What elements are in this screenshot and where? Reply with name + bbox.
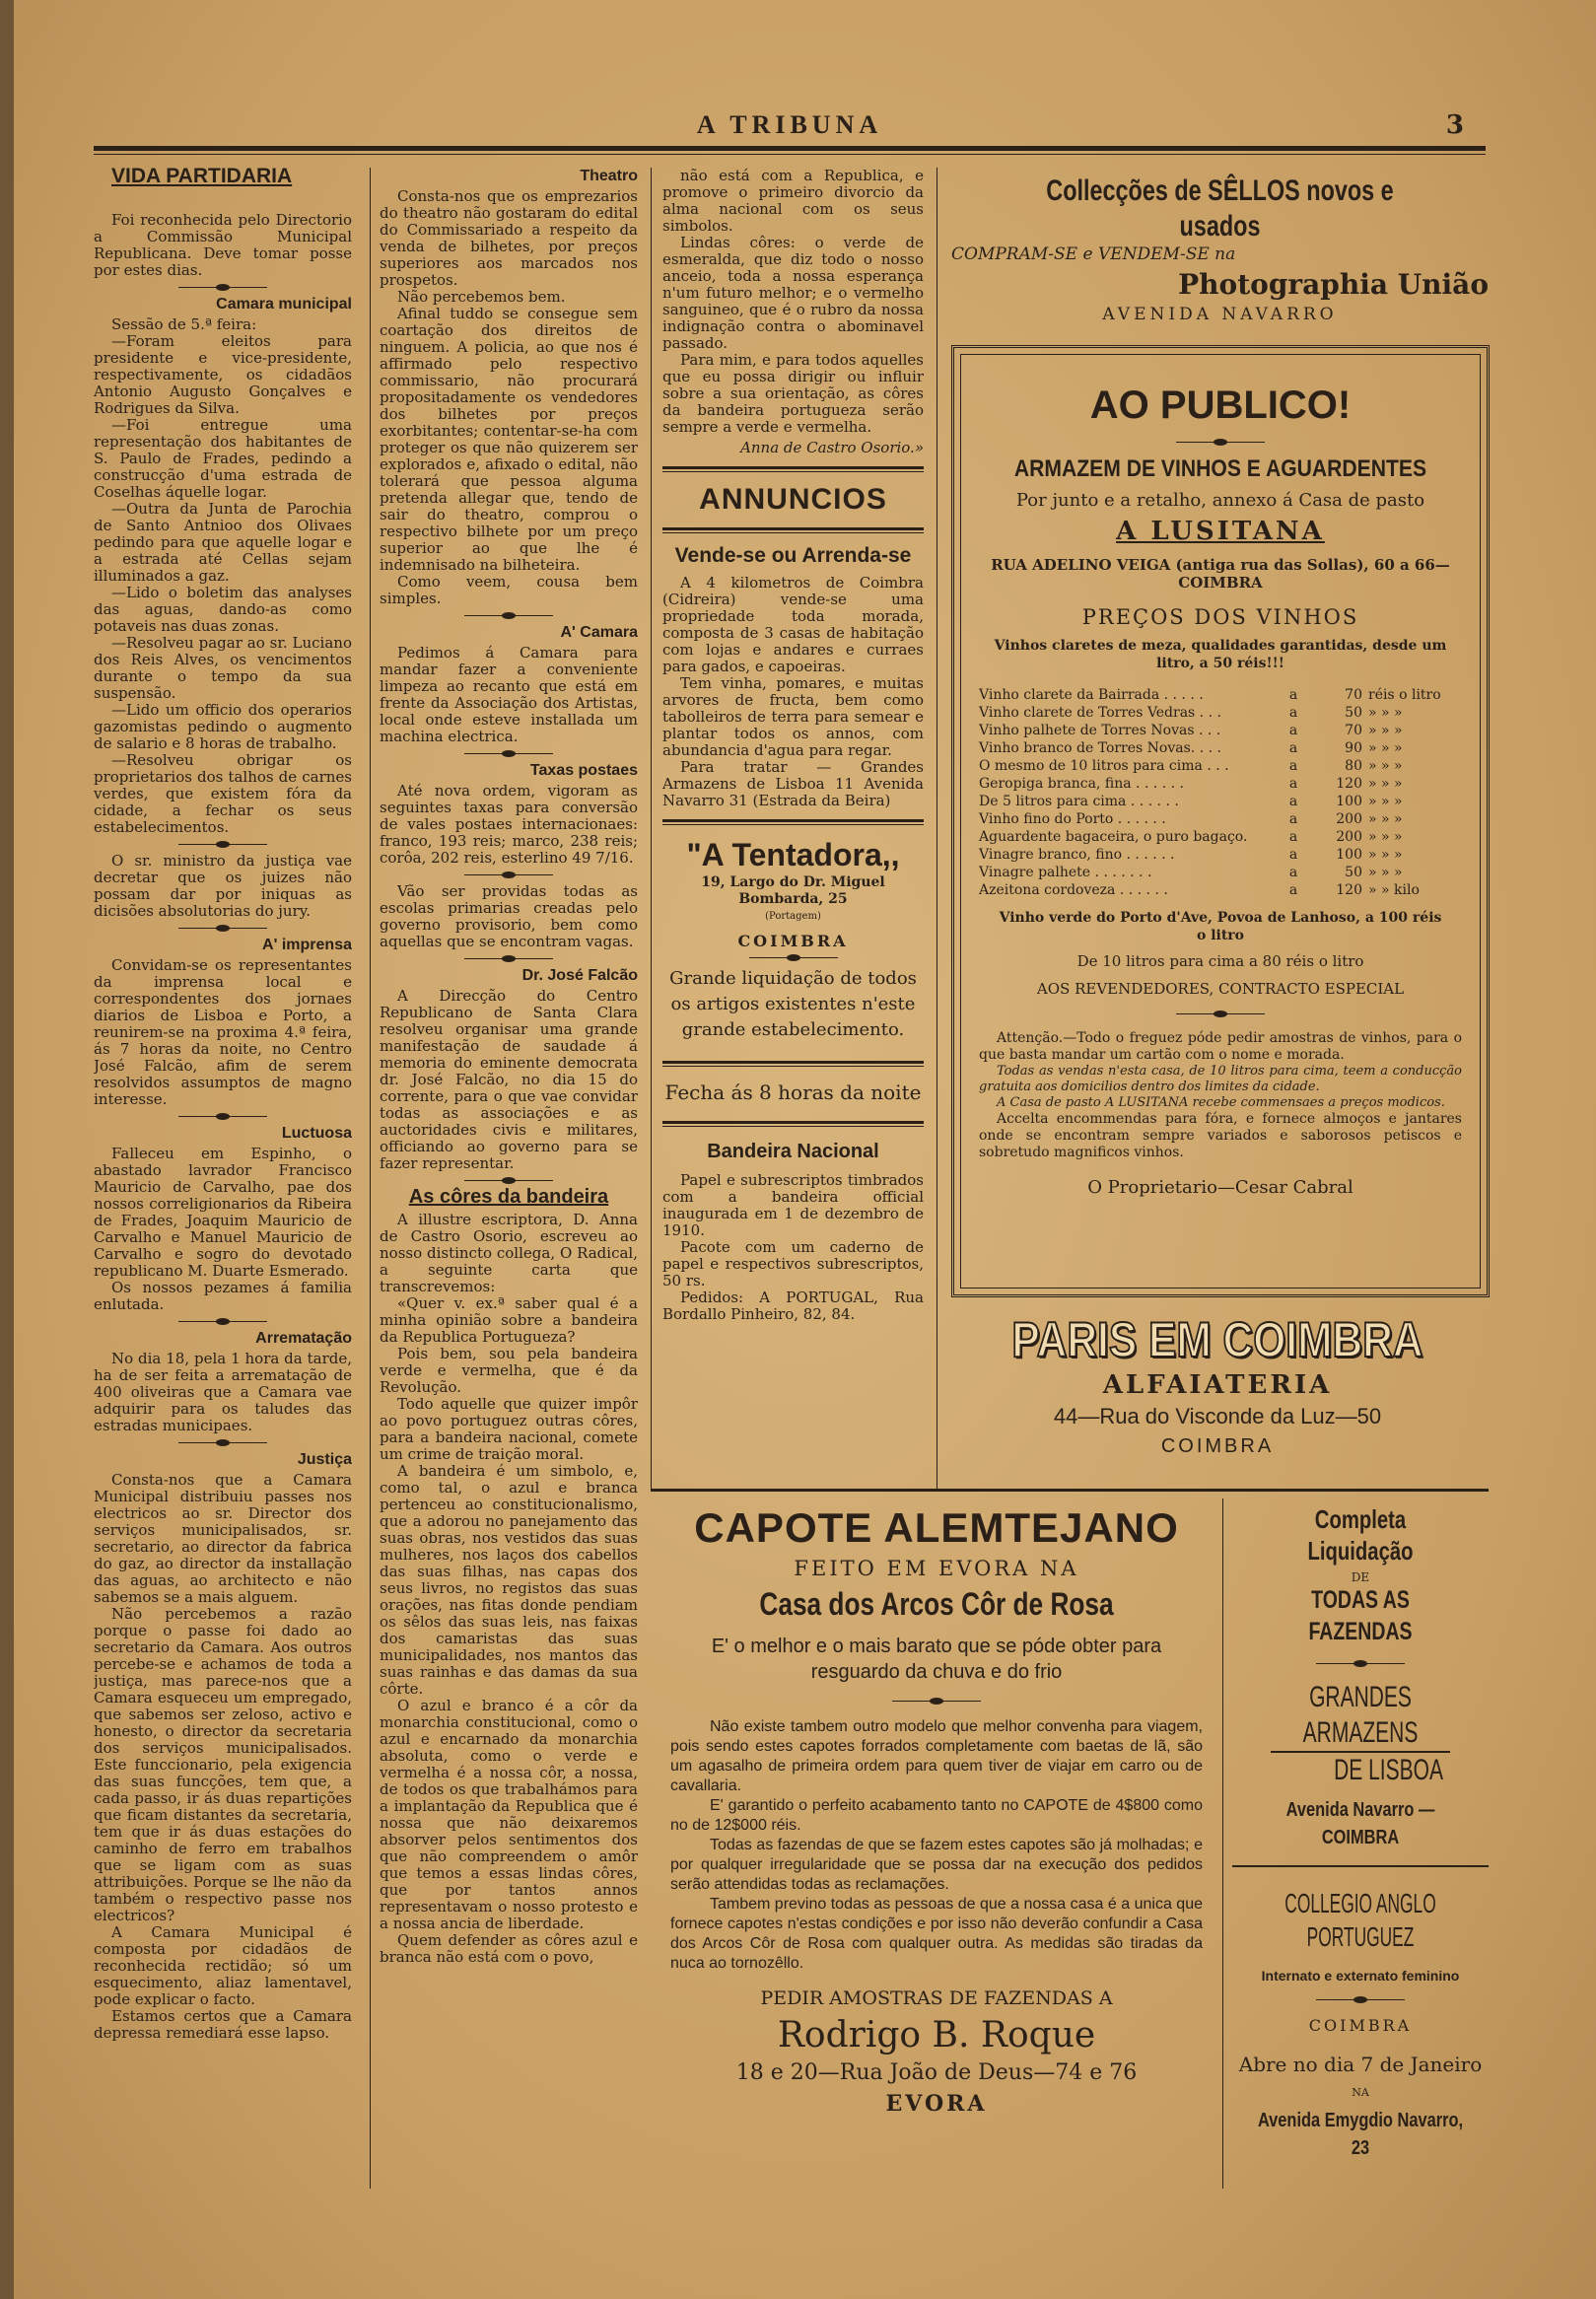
ad-capote-line4: E' o melhor e o mais barato que se póde obter para resguardo da chuva e do frio bbox=[711, 1636, 1162, 1683]
wine-unit: » » » bbox=[1368, 794, 1403, 809]
article-text: Afinal tuddo se consegue sem coartação dos direitos de ninguem. A policia, ao que nos é affirmado pelo respectivo commissario, não procurará propositadamente os vendedores dos bilhetes por preços exorbitantes; contentar-se-ha com proteger os que não quizerem ser explorados e, afixado o edital, não tolerará que pessoa alguma pretenda allegar que, tendo de sair do theatro, comprou o respectivo bilhete por um preço superior ao que lhe é indemnisado na bilheteira. bbox=[380, 305, 638, 574]
wine-a: a bbox=[1288, 847, 1298, 863]
ad-capote-p1: Não existe tambem outro modelo que melhor convenha para viagem, pois sendo estes capotes forrados completamente com baetas de lã, são um agasalho de primeira ordem para quem tiver de viajar em carro ou de cavallaria. bbox=[670, 1718, 1203, 1794]
article-text: A Camara Municipal é composta por cidadãos de reconhecida rectidão; só um esquecimento, aliaz lamentavel, pode explicar o facto. bbox=[94, 1923, 352, 2008]
wine-unit: » » kilo bbox=[1368, 882, 1420, 898]
ad-lusitana-verde: Vinho verde do Porto d'Ave, Povoa de Lanhoso, a 100 réis o litro bbox=[999, 910, 1442, 943]
article-text: Como veem, cousa bem simples. bbox=[380, 573, 638, 607]
ad-collegio-open: Abre no dia 7 de Janeiro bbox=[1238, 2053, 1483, 2076]
article-text: «Quer v. ex.ª saber qual é a minha opinião sobre a bandeira da Republica Portugueza? bbox=[380, 1294, 638, 1346]
ad-tentadora-address: 19, Largo do Dr. Miguel Bombarda, 25 bbox=[701, 874, 885, 907]
wine-price-row bbox=[979, 739, 1462, 757]
headline-theatro: Theatro bbox=[580, 168, 638, 184]
ad-lusitana-sub2: Por junto e a retalho, annexo á Casa de pasto bbox=[1015, 490, 1425, 511]
masthead: A TRIBUNA bbox=[696, 110, 883, 139]
ad-capote-p2: E' garantido o perfeito acabamento tanto no CAPOTE de 4$800 como no de 12$000 réis. bbox=[670, 1797, 1203, 1834]
ad-capote-line3: Casa dos Arcos Côr de Rosa bbox=[759, 1586, 1114, 1622]
ad-capote-address: 18 e 20—Rua João de Deus—74 e 76 bbox=[735, 2060, 1138, 2085]
signature: Anna de Castro Osorio.» bbox=[740, 439, 924, 456]
separator bbox=[464, 753, 553, 754]
double-rule bbox=[662, 1061, 924, 1067]
headline-taxas-postaes: Taxas postaes bbox=[529, 762, 638, 779]
double-rule bbox=[662, 527, 924, 533]
article-text: Até nova ordem, vigoram as seguintes taxas para conversão de vales postaes internacionaes: franco, 193 reis; marco, 238 reis; corôa, 202 reis, esterlino 49 7/16. bbox=[380, 782, 638, 867]
ad-vende-heading: Vende-se ou Arrenda-se bbox=[674, 544, 912, 567]
ad-lusitana-sub1: ARMAZEM DE VINHOS E AGUARDENTES bbox=[1013, 455, 1427, 482]
ad-collegio-city: COIMBRA bbox=[1308, 2016, 1413, 2035]
ad-text: Para tratar — Grandes Armazens de Lisboa 11 Avenida Navarro 31 (Estrada da Beira) bbox=[662, 758, 924, 809]
article-text: Consta-nos que os emprezarios do theatro não gostaram do edital do Commissariado a respeito da venda de bilhetes, por preços superiores aos marcados nos prospetos. bbox=[380, 187, 638, 289]
wine-price-row bbox=[979, 864, 1462, 881]
ad-paris-address: 44—Rua do Visconde da Luz—50 bbox=[1053, 1404, 1382, 1428]
ad-tentadora-heading: "A Tentadora,, bbox=[686, 837, 900, 872]
wine-a: a bbox=[1288, 687, 1298, 703]
column-3 bbox=[662, 168, 924, 1489]
article-text: O sr. ministro da justiça vae decretar que os juizes não possam dar por iniquas as dicisões absolutorias do jury. bbox=[94, 852, 352, 920]
double-rule bbox=[662, 1121, 924, 1127]
separator bbox=[749, 957, 838, 958]
article-text: —Resolveu obrigar os proprietarios dos talhos de carnes verdes, que existem fóra da cidade, a fechar os seus estabelecimentos. bbox=[94, 751, 352, 836]
wine-price: 120 bbox=[1336, 882, 1362, 898]
ad-sellos-title: Collecções de SÊLLOS novos e usados bbox=[1046, 174, 1394, 243]
ad-lusitana-title: AO PUBLICO! bbox=[1089, 383, 1352, 427]
ad-sellos bbox=[951, 174, 1489, 324]
article-text: Para mim, e para todos aquelles que eu possa dirigir ou influir sobre a sua orientação, as côres da bandeira portugueza serão sempre a verde e vermelha. bbox=[662, 351, 924, 436]
wine-price: 200 bbox=[1336, 811, 1362, 827]
ad-liquid-l6: Avenida Navarro — COIMBRA bbox=[1285, 1799, 1435, 1848]
ad-lusitana-attencao: Attenção.—Todo o freguez póde pedir amostras de vinhos, para o que basta mandar um cartão com o nome e morada. bbox=[979, 1030, 1462, 1063]
headline-vida-partidaria: VIDA PARTIDARIA bbox=[111, 168, 293, 187]
ad-paris-title: PARIS EM COIMBRA bbox=[1011, 1312, 1423, 1367]
headline-arrematacao: Arrematação bbox=[255, 1330, 352, 1347]
ad-tentadora-city: COIMBRA bbox=[737, 932, 849, 950]
article-text: Sessão de 5.ª feira: bbox=[111, 315, 257, 333]
wine-name: Vinagre branco, fino . . . . . . bbox=[979, 847, 1175, 863]
page-number: 3 bbox=[1445, 110, 1464, 140]
article-text: —Foram eleitos para presidente e vice-presidente, respectivamente, os cidadãos Antonio Augusto Gonçalves e Rodrigues da Silva. bbox=[94, 332, 352, 417]
article-text: —Lido um officio dos operarios gazomistas pedindo o augmento de salario e 8 horas de trabalho. bbox=[94, 701, 352, 752]
wine-price: 100 bbox=[1336, 847, 1362, 863]
wine-a: a bbox=[1288, 723, 1298, 738]
page-header bbox=[94, 110, 1486, 140]
article-text: Quem defender as côres azul e branca não está com o povo, bbox=[380, 1931, 638, 1966]
wine-a: a bbox=[1288, 882, 1298, 898]
ad-lusitana-name: A LUSITANA bbox=[1116, 517, 1325, 546]
ad-text: Pedidos: A PORTUGAL, Rua Bordallo Pinheiro, 82, 84. bbox=[662, 1289, 924, 1323]
ad-collegio-na: NA bbox=[1352, 2086, 1369, 2099]
ad-sellos-line2: COMPRAM-SE e VENDEM-SE na bbox=[951, 244, 1236, 264]
wine-name: Vinho fino do Porto . . . . . . bbox=[979, 811, 1166, 827]
ad-liquid-l3: TODAS AS FAZENDAS bbox=[1308, 1586, 1413, 1645]
article-text: O azul e branco é a côr da monarchia constitucional, como o azul e encarnado da monarchia absoluta, como o verde e vermelha é a nossa côr, a nossa, de todos os que trabalhámos para a implantação da Republica que é nossa que não deixaremos absorver pelos sentimentos dos que não compreendem o amôr que temos a essas lindas côres, que por tantos annos representavam o nosso protesto e a nossa ancia de liberdade. bbox=[380, 1697, 638, 1932]
ad-liquidacao bbox=[1232, 1503, 1489, 2162]
wine-unit: » » » bbox=[1368, 847, 1403, 863]
article-text: —Outra da Junta de Parochia de Santo Antnioo dos Olivaes pedindo para que aquelle logar e a estrada até Cellas sejam illuminados a gaz. bbox=[94, 500, 352, 585]
ad-lusitana-revendedores: AOS REVENDEDORES, CONTRACTO ESPECIAL bbox=[1036, 980, 1405, 998]
wine-price-row bbox=[979, 722, 1462, 739]
wine-name: Vinho clarete de Torres Vedras . . . bbox=[979, 705, 1221, 721]
double-rule bbox=[662, 466, 924, 472]
separator bbox=[1316, 1999, 1405, 2000]
headline-justica: Justiça bbox=[297, 1451, 352, 1468]
separator bbox=[1176, 1013, 1265, 1014]
wine-a: a bbox=[1288, 740, 1298, 756]
article-text: Foi reconhecida pelo Directorio a Commissão Municipal Republicana. Deve tomar posse por estes dias. bbox=[94, 211, 352, 279]
article-text: Consta-nos que a Camara Municipal distribuiu passes nos electricos ao sr. Director dos serviços municipalisados, sr. secretario, ao director da fabrica do gaz, ao director da installação das aguas, ao architecto e não sabemos se a mais alguem. bbox=[94, 1471, 352, 1606]
wine-unit: » » » bbox=[1368, 776, 1403, 792]
ad-lusitana-dez: De 10 litros para cima a 80 réis o litro bbox=[1076, 952, 1364, 970]
section-rule bbox=[651, 1489, 1489, 1492]
wine-price: 70 bbox=[1345, 723, 1362, 738]
wine-a: a bbox=[1288, 829, 1298, 845]
separator bbox=[178, 1321, 267, 1322]
ad-capote-city: EVORA bbox=[885, 2091, 988, 2117]
wine-unit: » » » bbox=[1368, 865, 1403, 880]
header-rule bbox=[94, 146, 1486, 151]
ad-lusitana-claretes: Vinhos claretes de meza, qualidades garantidas, desde um litro, a 50 réis!!! bbox=[994, 638, 1447, 671]
ad-paris-sub: ALFAIATERIA bbox=[1102, 1370, 1333, 1400]
column-rule bbox=[1222, 1498, 1223, 2189]
separator bbox=[464, 958, 553, 959]
article-text: Os nossos pezames á familia enlutada. bbox=[94, 1279, 352, 1313]
ad-capote bbox=[660, 1503, 1213, 2117]
separator bbox=[464, 615, 553, 616]
article-text: Falleceu em Espinho, o abastado lavrador Francisco Mauricio de Carvalho, pae dos nossos correligionarios da Ribeira de Frades, Joaquim Mauricio de Carvalho e Manuel Mauricio de Carvalho e sogro do devotado republicano M. Duarte Esmerado. bbox=[94, 1145, 352, 1280]
wine-price-row bbox=[979, 881, 1462, 899]
article-text: —Foi entregue uma representação dos habitantes de S. Paulo de Frades, pedindo a construcção d'uma estrada de Coselhas áquelle logar. bbox=[94, 416, 352, 501]
page-edge bbox=[0, 0, 14, 2299]
wine-a: a bbox=[1288, 794, 1298, 809]
ad-capote-title: CAPOTE ALEMTEJANO bbox=[694, 1504, 1179, 1551]
wine-price-list bbox=[979, 686, 1462, 899]
wine-unit: » » » bbox=[1368, 723, 1403, 738]
wine-price: 100 bbox=[1336, 794, 1362, 809]
section-rule bbox=[1232, 1865, 1489, 1867]
wine-a: a bbox=[1288, 776, 1298, 792]
wine-name: O mesmo de 10 litros para cima . . . bbox=[979, 758, 1229, 774]
wine-price-row bbox=[979, 686, 1462, 704]
article-text: A bandeira é um simbolo, e, como tal, o azul e branca pertenceu ao constitucionalismo, que a adorou no panejamento das suas obras, nos vestidos das suas mulheres, nos laços dos cabellos das suas filhas, nas capas dos seus livros, no registos das suas orações, nas fitas donde pendiam os sêlos das suas leis, nas faixas dos camaristas das suas municipalidades, nos mantos das suas rainhas e das damas da sua côrte. bbox=[380, 1462, 638, 1698]
ad-collegio-address: Avenida Emygdio Navarro, 23 bbox=[1257, 2110, 1464, 2159]
headline-cores-bandeira: As côres da bandeira bbox=[408, 1186, 609, 1208]
wine-name: Azeitona cordoveza . . . . . . bbox=[979, 882, 1168, 898]
article-text: A Direcção do Centro Republicano de Santa Clara resolveu organisar uma grande manifestação de saudade á memoria do eminente democrata dr. José Falcão, no dia 15 do corrente, para o que vae convidar todas as associações e as auctoridades civis e militares, officiando ao governo para se fazer representar. bbox=[380, 987, 638, 1172]
ad-text: Papel e subrescriptos timbrados com a bandeira official inaugurada em 1 de dezembro de 1910. bbox=[662, 1171, 924, 1239]
ad-text: Tem vinha, pomares, e muitas arvores de fructa, bem como tabolleiros de terra para semear e plantar todos os annos, com abundancia d'agua para regar. bbox=[662, 674, 924, 759]
article-text: Convidam-se os representantes da imprensa local e correspondentes dos jornaes diarios de Lisboa e Porto, a reunirem-se na proxima 4.ª feira, ás 7 horas da noite, no Centro José Falcão, afim de serem resolvidos assumptos de magno interesse. bbox=[94, 956, 352, 1108]
ad-paris bbox=[951, 1311, 1484, 1458]
article-text: A illustre escriptora, D. Anna de Castro Osorio, escreveu ao nosso distincto collega, O Radical, a seguinte carta que transcrevemos: bbox=[380, 1211, 638, 1295]
wine-name: De 5 litros para cima . . . . . . bbox=[979, 794, 1179, 809]
ad-capote-name: Rodrigo B. Roque bbox=[777, 2015, 1096, 2055]
wine-unit: » » » bbox=[1368, 811, 1403, 827]
wine-price-row bbox=[979, 828, 1462, 846]
wine-name: Geropiga branca, fina . . . . . . bbox=[979, 776, 1184, 792]
headline-jose-falcao: Dr. José Falcão bbox=[521, 967, 638, 984]
ad-tentadora-text: Grande liquidação de todos os artigos existentes n'este grande estabelecimento. bbox=[669, 968, 917, 1040]
separator bbox=[464, 1180, 553, 1181]
article-text: Pois bem, sou pela bandeira verde e vermelha, que é da Revolução. bbox=[380, 1345, 638, 1396]
ad-lusitana-signature: O Proprietario—Cesar Cabral bbox=[1087, 1177, 1353, 1198]
article-text: Não percebemos bem. bbox=[397, 288, 566, 306]
ad-lusitana-italic2: A Casa de pasto A LUSITANA recebe commensaes a preços modicos. bbox=[997, 1095, 1445, 1110]
separator bbox=[178, 928, 267, 929]
ad-liquid-l2: DE bbox=[1351, 1570, 1370, 1584]
ad-text: Pacote com um caderno de papel e respectivos subrescriptos, 50 rs. bbox=[662, 1238, 924, 1289]
wine-price: 50 bbox=[1345, 705, 1362, 721]
ad-lusitana bbox=[951, 345, 1490, 1297]
wine-price-row bbox=[979, 793, 1462, 810]
article-text: Pedimos á Camara para mandar fazer a conveniente limpeza ao recanto que está em frente da Associação dos Artistas, local onde esteve installada um machina electrica. bbox=[380, 644, 638, 745]
wine-a: a bbox=[1288, 865, 1298, 880]
ad-lusitana-italic: Todas as vendas n'esta casa, de 10 litros para cima, teem a conducção gratuita aos domicilios dentro dos limites da cidade. bbox=[979, 1064, 1462, 1094]
ad-sellos-line4: AVENIDA NAVARRO bbox=[1102, 305, 1338, 324]
separator bbox=[178, 1442, 267, 1443]
ad-capote-line2: FEITO EM EVORA NA bbox=[794, 1557, 1079, 1580]
headline-imprensa: A' imprensa bbox=[262, 937, 352, 953]
ad-capote-pedir: PEDIR AMOSTRAS DE FAZENDAS A bbox=[760, 1987, 1113, 2009]
separator bbox=[178, 844, 267, 845]
headline-a-camara: A' Camara bbox=[560, 624, 638, 641]
wine-name: Vinagre palhete . . . . . . . bbox=[979, 865, 1152, 880]
ad-text: A 4 kilometros de Coimbra (Cidreira) vende-se uma propriedade toda morada, composta de 3 casas de habitação com lojas e andares e curraes para gados, e capoeiras. bbox=[662, 574, 924, 675]
article-text: No dia 18, pela 1 hora da tarde, ha de ser feita a arrematação de 400 oliveiras que a Camara vae adquirir para os taludes das estradas municipaes. bbox=[94, 1350, 352, 1434]
header-rule-thin bbox=[94, 154, 1486, 155]
article-text: não está com a Republica, e promove o primeiro divorcio da alma nacional com os seus simbolos. bbox=[662, 168, 924, 235]
separator bbox=[464, 874, 553, 875]
article-text: Estamos certos que a Camara depressa remediará esse lapso. bbox=[94, 2007, 352, 2042]
ad-capote-p3: Todas as fazendas de que se fazem estes capotes são já molhadas; e por qualquer irregularidade que se possa dar na execução dos pedidos serão attendidas todas as reclamações. bbox=[670, 1837, 1203, 1893]
ad-lusitana-aceita: Accelta encommendas para fóra, e fornece almoços e jantares onde se encontram sempre variados e saborosos petiscos e sobretudo magnificos vinhos. bbox=[979, 1111, 1462, 1160]
wine-unit: » » » bbox=[1368, 758, 1403, 774]
wine-price: 120 bbox=[1336, 776, 1362, 792]
article-text: Não percebemos a razão porque o passe foi dado ao secretario da Camara. Aos outros percebe-se e achamos de toda a justiça, mas parece-nos que a Camara esqueceu um empregado, que sabemos ser zeloso, activo e honesto, o director da secretaria dos serviços municipalisados. Este funccionario, pela exigencia das suas funcções, tem que, a cada passo, ir ás duas repartições que ficam distantes da secretaria, tem que ir ás duas estações do caminho de ferro em trabalhos que se ligam com as suas attribuições. Porque se lhe não da também o respectivo passe nos electricos? bbox=[94, 1605, 352, 1924]
wine-a: a bbox=[1288, 758, 1298, 774]
article-text: —Resolveu pagar ao sr. Luciano dos Reis Alves, os vencimentos durante o tempo da sua suspensão. bbox=[94, 634, 352, 702]
wine-unit: » » » bbox=[1368, 705, 1403, 721]
wine-name: Aguardente bagaceira, o puro bagaço. bbox=[979, 829, 1248, 845]
double-rule bbox=[662, 819, 924, 825]
wine-price: 80 bbox=[1345, 758, 1362, 774]
column-rule bbox=[651, 168, 652, 1489]
wine-price-row bbox=[979, 704, 1462, 722]
article-text: Lindas côres: o verde de esmeralda, que diz todo o nosso anceio, toda a nossa esperança n'um futuro melhor; e o vermelho sanguineo, que é o rubro da nossa indignação contra o abominavel passado. bbox=[662, 234, 924, 352]
ad-collegio-title: COLLEGIO ANGLO PORTUGUEZ bbox=[1284, 1888, 1436, 1952]
wine-name: Vinho palhete de Torres Novas . . . bbox=[979, 723, 1221, 738]
article-text: Vão ser providas todas as escolas primarias creadas pelo governo provisorio, bem como aquellas que se encontram vagas. bbox=[380, 882, 638, 950]
separator bbox=[892, 1701, 981, 1702]
wine-price-row bbox=[979, 757, 1462, 775]
wine-price-row bbox=[979, 810, 1462, 828]
headline-camara-municipal: Camara municipal bbox=[216, 296, 352, 313]
ad-capote-p4: Tambem previno todas as pessoas de que a nossa casa é a unica que fornece capotes n'estas condições e por isso não deverão confundir a Casa dos Arcos Côr de Rosa com qualquer outra. As medidas são tiradas da nuca ao tornozêllo. bbox=[670, 1896, 1203, 1972]
wine-price: 90 bbox=[1345, 740, 1362, 756]
separator bbox=[1316, 1663, 1405, 1664]
ad-tentadora-hours: Fecha ás 8 horas da noite bbox=[664, 1080, 922, 1104]
ad-sellos-line3: Photographia União bbox=[1178, 268, 1489, 301]
ad-bandeira-heading: Bandeira Nacional bbox=[707, 1141, 879, 1162]
column-rule bbox=[370, 168, 371, 2189]
wine-unit: » » » bbox=[1368, 740, 1403, 756]
wine-price-row bbox=[979, 846, 1462, 864]
column-2 bbox=[380, 168, 638, 2198]
ad-liquid-l4: GRANDES ARMAZENS bbox=[1271, 1680, 1450, 1753]
ad-liquid-l1: Completa Liquidação bbox=[1307, 1504, 1414, 1566]
ad-lusitana-precos: PREÇOS DOS VINHOS bbox=[1081, 605, 1359, 629]
article-text: Todo aquelle que quizer impôr ao povo portuguez outras côres, para a bandeira nacional, comete um crime de traição moral. bbox=[380, 1395, 638, 1463]
ad-collegio-l2: Internato e externato feminino bbox=[1261, 1968, 1460, 1984]
separator bbox=[178, 287, 267, 288]
article-text: —Lido o boletim das analyses das aguas, dando-as como potaveis nas duas zonas. bbox=[94, 584, 352, 635]
wine-name: Vinho branco de Torres Novas. . . . bbox=[979, 740, 1221, 756]
headline-luctuosa: Luctuosa bbox=[281, 1125, 352, 1142]
wine-price: 200 bbox=[1336, 829, 1362, 845]
wine-unit: » » » bbox=[1368, 829, 1403, 845]
column-1 bbox=[94, 168, 352, 2198]
wine-price-row bbox=[979, 775, 1462, 793]
wine-price: 50 bbox=[1345, 865, 1362, 880]
wine-unit: réis o litro bbox=[1368, 687, 1441, 703]
ad-paris-city: COIMBRA bbox=[1160, 1435, 1275, 1457]
ad-lusitana-address: RUA ADELINO VEIGA (antiga rua das Sollas), 60 a 66—COIMBRA bbox=[991, 556, 1450, 592]
ad-tentadora-portagem: (Portagem) bbox=[765, 911, 821, 922]
wine-a: a bbox=[1288, 705, 1298, 721]
wine-price: 70 bbox=[1345, 687, 1362, 703]
separator bbox=[1176, 442, 1265, 443]
wine-name: Vinho clarete da Bairrada . . . . . bbox=[979, 687, 1204, 703]
separator bbox=[178, 1116, 267, 1117]
wine-a: a bbox=[1288, 811, 1298, 827]
ad-liquid-l5: DE LISBOA bbox=[1334, 1754, 1443, 1786]
annuncios-heading: ANNUNCIOS bbox=[699, 483, 887, 516]
